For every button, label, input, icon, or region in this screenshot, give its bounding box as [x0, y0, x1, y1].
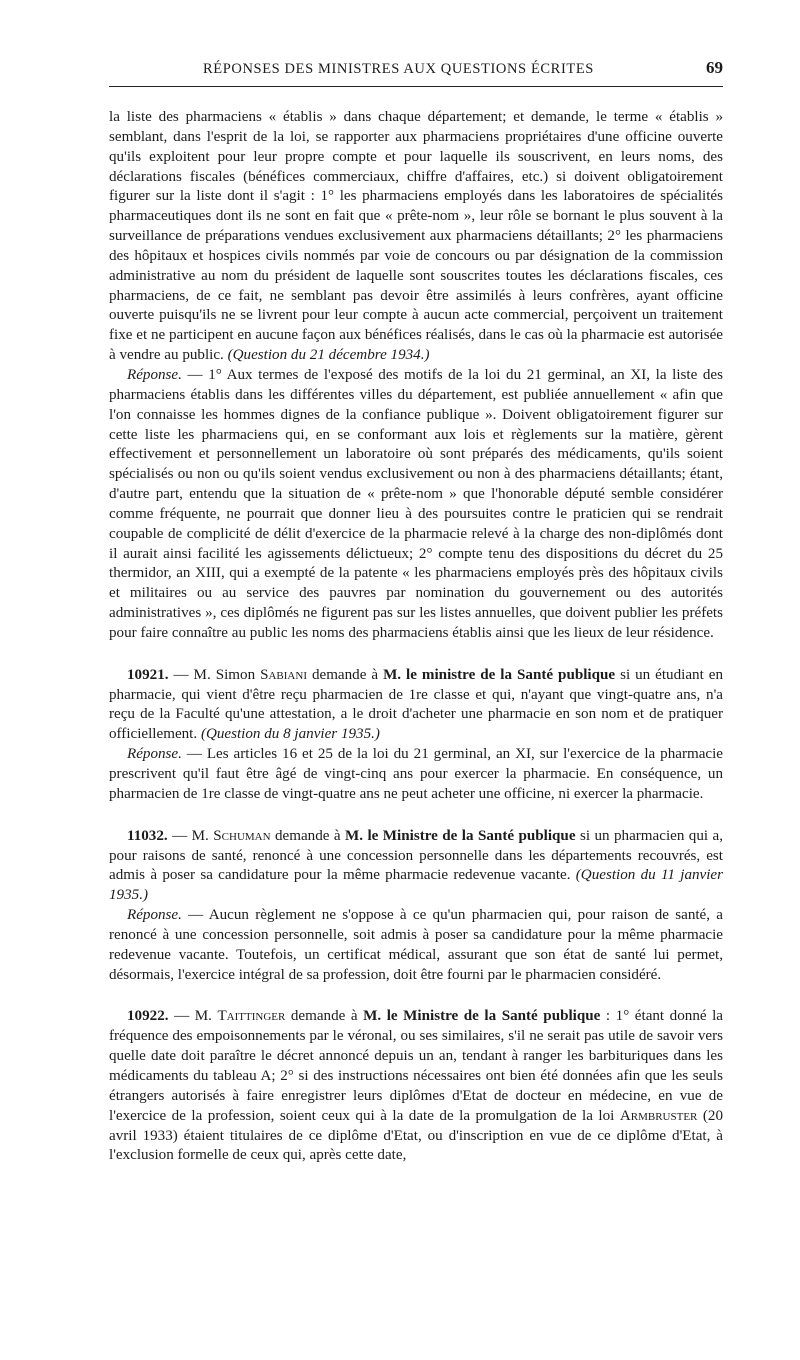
question-text-continued: (20 avril 1933) étaient titulaires de ce diplôme d'Etat, ou d'inscription en vue de ce diplôme d'Etat, à l'exclusion formelle de ceux qui, après cette date, [109, 1107, 723, 1164]
answer-paragraph [109, 906, 723, 985]
section-gap [109, 805, 723, 827]
question-date: (Question du 11 janvier 1935.) [109, 867, 723, 904]
answer-label: Réponse. [127, 366, 182, 383]
question-10921 [109, 666, 723, 745]
question-10922 [109, 1007, 723, 1166]
question-verb: demande à [285, 1008, 364, 1025]
answer-text: — 1° Aux termes de l'exposé des motifs de la loi du 21 germinal, an XI, la liste des pharmaciens établis dans les différentes villes du département, est publiée annuellement « afin que l'on connaisse les hommes dignes de la confiance publique ». Doivent obligatoirement figurer sur cette liste les pharmaciens qui, en se conformant aux lois et règlements sur la matière, gèrent effectivement et personnellement un laboratoire où sont préparés des médicaments, qu'ils soient spécialisés ou non ou qu'ils soient vendus exclusivement ou non à des pharmaciens détaillants; étant, d'autre part, entendu que la situation de « prête-nom » que l'honorable député semble considérer comme fréquente, ne pourrait que donner lieu à des poursuites contre le praticien qui se rendrait coupable de complicité de délit d'exercice de la pharmacie relevé à la charge des non-diplômés dont il aurait ainsi facilité les agissements délictueux; 2° compte tenu des dispositions du décret du 25 thermidor, an XIII, qui a exempté de la patente « les pharmaciens employés près des hôpitaux civils et militaires ou au service des pauvres par nomination du gouvernement ou des autorités administratives », ces diplômés ne figurent pas sur les listes annuelles, que doivent publier les préfets pour faire connaître au public les noms des pharmaciens établis ainsi que les lieux de leur résidence. [109, 366, 723, 641]
question-number: 10922. [127, 1008, 169, 1025]
answer-paragraph [109, 366, 723, 644]
question-prefix: — M. [168, 1008, 218, 1025]
running-header [109, 58, 723, 87]
answer-text: — Les articles 16 et 25 de la loi du 21 germinal, an XI, sur l'exercice de la pharmacie prescrivent qu'il faut être âgé de vingt-cinq ans pour exercer la pharmacie. En conséquence, un pharmacien de 1re classe de vingt-quatre ans ne peut acheter une officine, ni exercer la pharmacie. [109, 746, 723, 802]
deputy-name: Sabiani [260, 666, 307, 683]
question-text: la liste des pharmaciens « établis » dans chaque département; et demande, le terme « établis » semblant, dans l'esprit de la loi, se rapporter aux pharmaciens propriétaires d'une officine ouverte qu'ils exploitent pour leur propre compte et pour laquelle ils souscrivent, en leurs noms, des déclarations fiscales (bénéfices commerciaux, chiffre d'affaires, etc.) si doivent obligatoirement figurer sur la liste dont il s'agit : 1° les pharmaciens employés dans les laboratoires de spécialités pharmaceutiques dont ils ne sont en fait que « prête-nom », leur rôle se bornant le plus souvent à la surveillance de préparations vendues exclusivement aux pharmaciens détaillants; 2° les pharmaciens des hôpitaux et hospices civils nommés par voie de concours ou par désignation de la commission administrative au nom du président de laquelle sont souscrites toutes les déclarations fiscales, ces pharmaciens, de ce fait, ne semblant pas devoir être assimilés à leurs confrères, ayant officine ouverte puisqu'ils ne se livrent pour leur compte à aucun acte commercial, perçoivent un traitement fixe et ne participent en aucune façon aux bénéfices réalisés, dans le cas où la pharmacie est autorisée à vendre au public. [109, 109, 723, 364]
question-number: 10921. [127, 666, 169, 683]
question-text [109, 108, 723, 366]
question-text: si un étudiant en pharmacie, qui vient d'être reçu pharmacien de 1re classe et qui, n'ayant que vingt-quatre ans, n'a reçu de la Faculté qu'une attestation, a le droit d'acheter une pharmacie en son nom et de pratiquer officiellement. [109, 666, 723, 743]
question-verb: demande à [270, 827, 346, 844]
question-11032 [109, 827, 723, 906]
question-prefix: — M. Simon [168, 666, 261, 683]
question-text: : 1° étant donné la fréquence des empoisonnements par le véronal, ou ses similaires, s'il ne serait pas utile de savoir vers quelle date doit paraître le décret annoncé depuis un an, tendant à ranger les barbituriques dans les médicaments du tableau A; 2° si des instructions nécessaires ont bien été données afin que les seuls étrangers autorisés à faire enregistrer leurs diplômes d'Etat de docteur en médecine, en vue de l'exercice de la profession, soient ceux qui à la date de la promulgation de la loi [109, 1008, 724, 1124]
section-gap [109, 985, 723, 1007]
question-number: 11032. [127, 827, 168, 844]
answer-paragraph [109, 745, 723, 805]
answer-text: — Aucun règlement ne s'oppose à ce qu'un pharmacien qui, pour raison de santé, a renoncé à une concession personnelle, soit admis à poser sa candidature pour la même pharmacie redevenue vacante. Toutefois, un certificat médical, assurant que son état de santé lui permet, désormais, l'exercice intégral de sa profession, doit être fourni par le pharmacien considéré. [109, 907, 723, 983]
question-date: (Question du 21 décembre 1934.) [227, 347, 430, 364]
deputy-name: Taittinger [217, 1008, 286, 1025]
question-date: (Question du 8 janvier 1935.) [200, 726, 380, 743]
minister-name: M. le Ministre de la Santé publique [345, 827, 576, 844]
minister-name: M. le ministre de la Santé publique [383, 666, 616, 683]
question-text: si un pharmacien qui a, pour raisons de santé, renoncé à une concession personnelle dans les départements recouvrés, est admis à poser sa candidature pour la même pharmacie redevenue vacante. [109, 827, 723, 884]
minister-name: M. le Ministre de la Santé publique [363, 1008, 601, 1025]
answer-label: Réponse. [127, 907, 182, 924]
question-verb: demande à [306, 666, 384, 683]
question-prefix: — M. [167, 827, 214, 844]
section-gap [109, 644, 723, 666]
answer-label: Réponse. [127, 746, 182, 763]
header-title: RÉPONSES DES MINISTRES AUX QUESTIONS ÉCRITES [203, 61, 594, 77]
page [109, 58, 723, 1166]
page-number: 69 [706, 58, 723, 77]
deputy-name: Schuman [213, 827, 271, 844]
document-body [109, 108, 723, 1166]
law-name: Armbruster [619, 1107, 698, 1124]
